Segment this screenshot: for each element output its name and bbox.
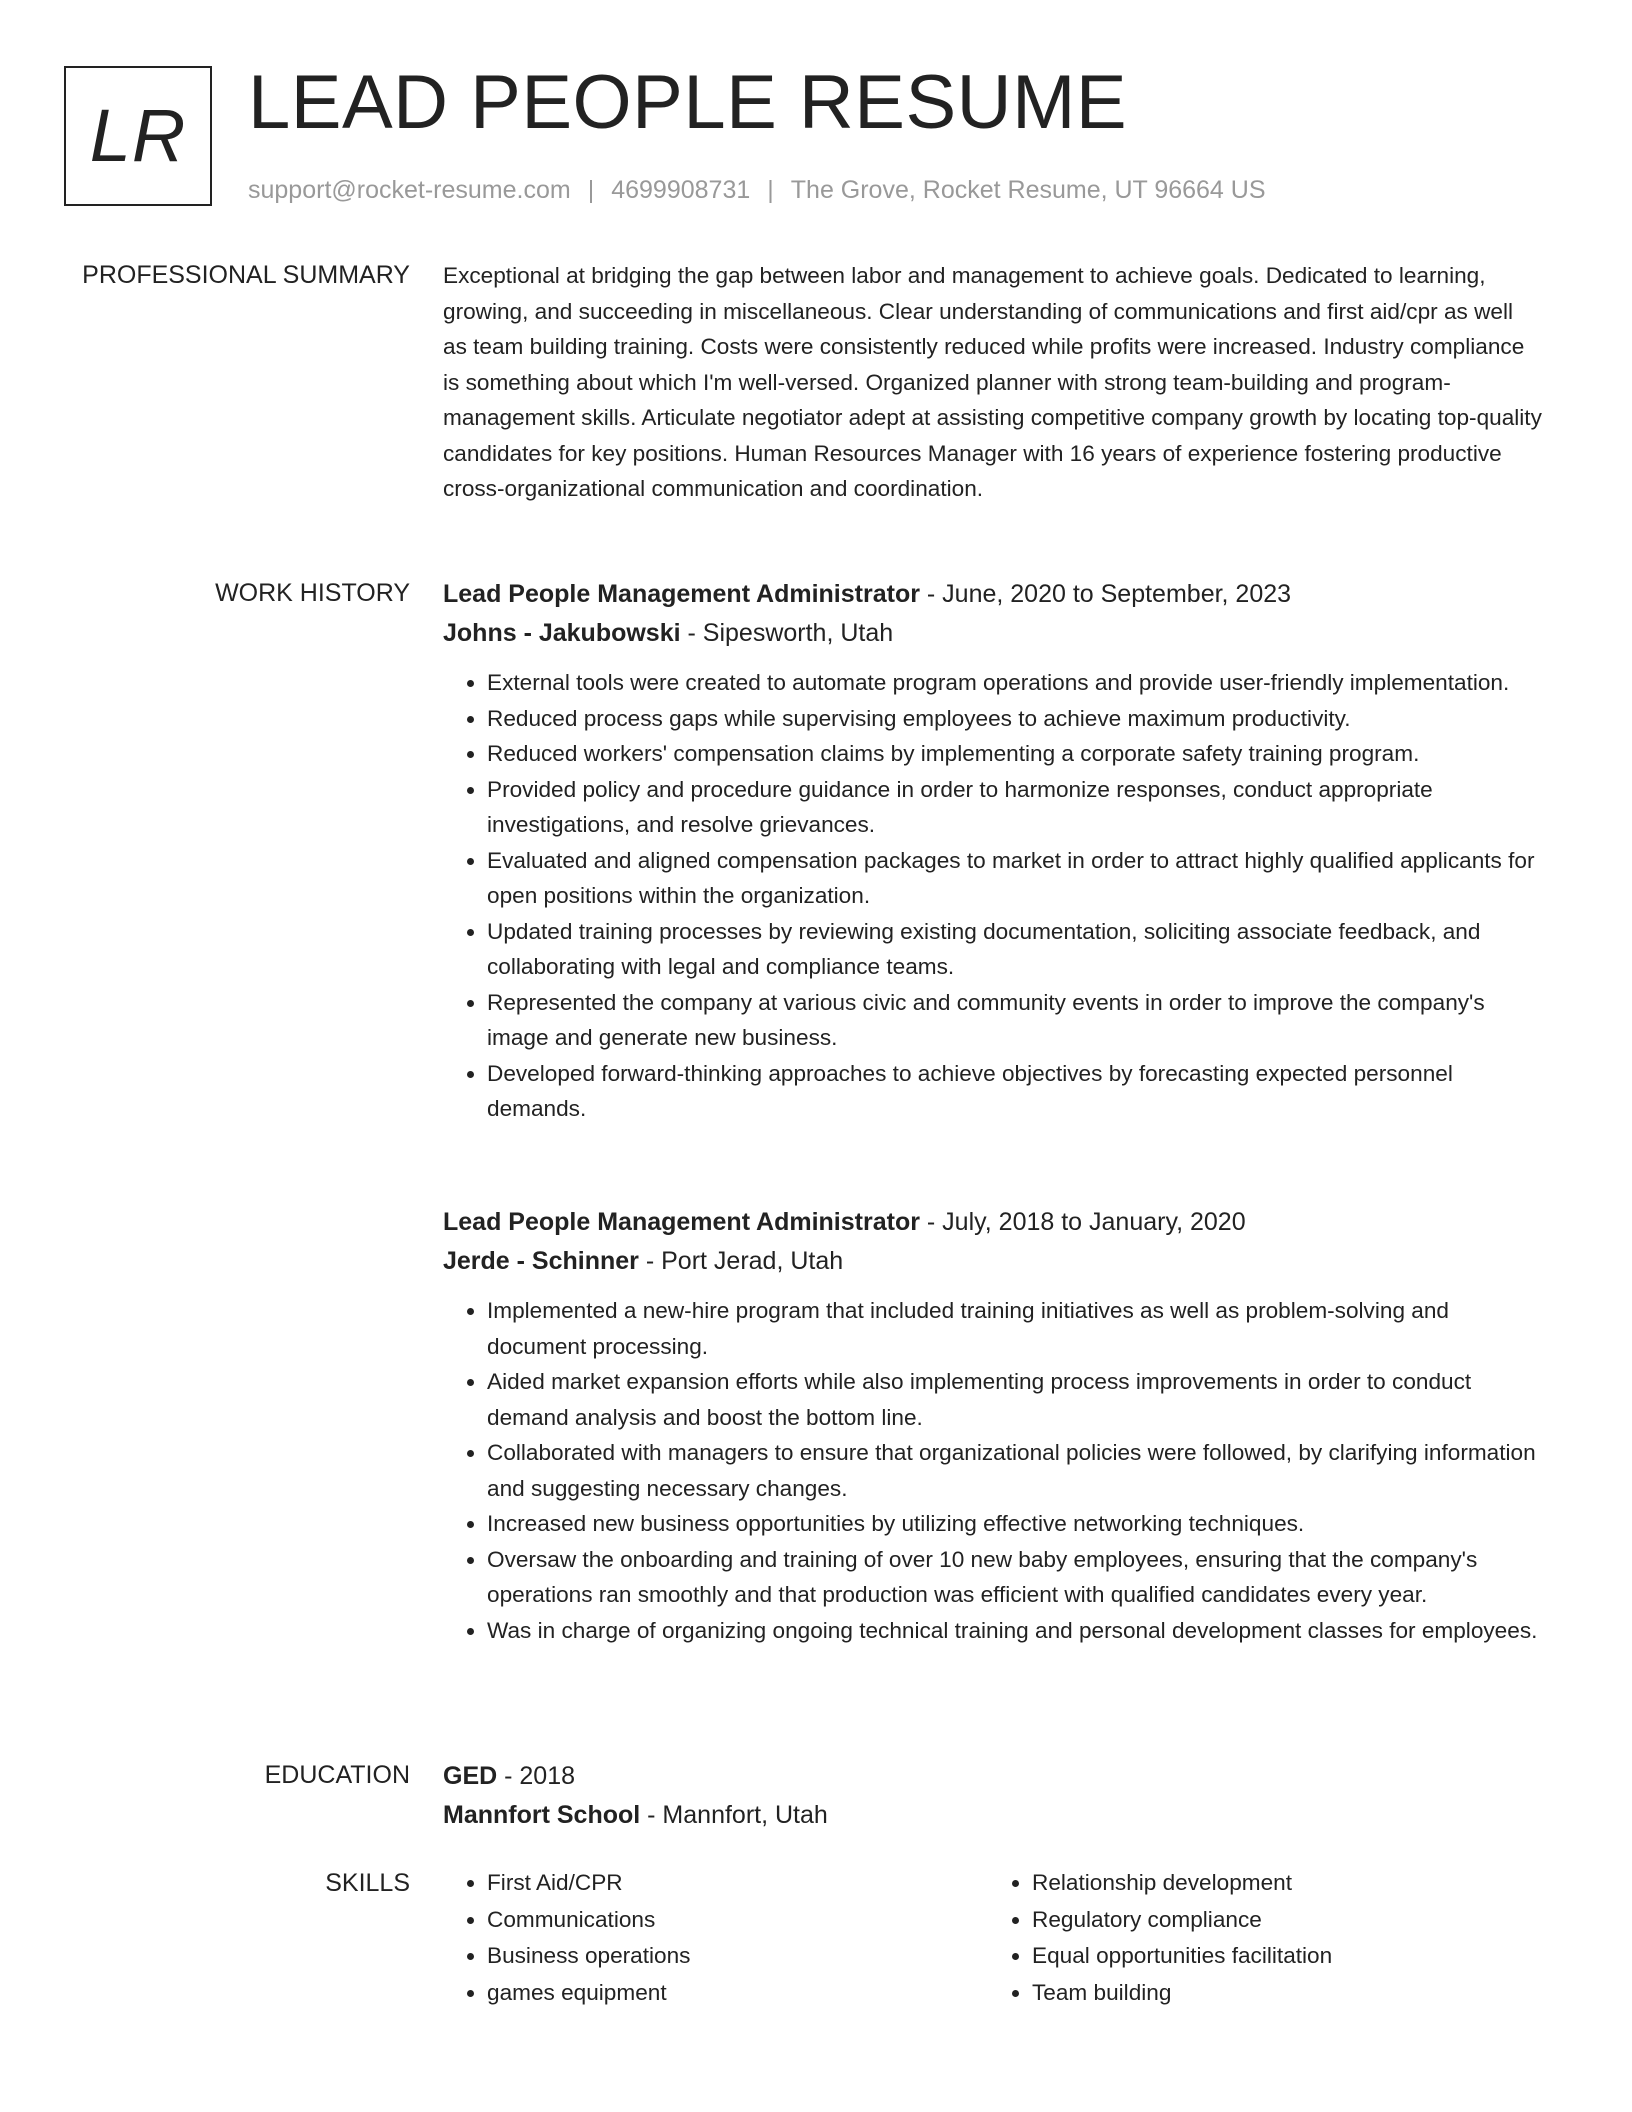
job-entry	[443, 575, 1543, 1127]
list-item: • Equal opportunities facilitation	[1032, 1938, 1332, 1975]
education-entry	[443, 1757, 1543, 1835]
summary-heading: PROFESSIONAL SUMMARY	[82, 261, 410, 289]
skills-column-left	[443, 1865, 690, 2011]
job-company: Jerde - Schinner	[443, 1247, 639, 1275]
list-item: • Communications	[487, 1902, 690, 1939]
work-history-heading: WORK HISTORY	[215, 579, 410, 607]
education-degree: GED	[443, 1762, 498, 1790]
list-item: • Relationship development	[1032, 1865, 1332, 1902]
monogram-initials: LR	[89, 94, 187, 177]
job-title-line	[443, 1203, 1543, 1242]
job-entry	[443, 1203, 1543, 1648]
list-item: • Aided market expansion efforts while also implementing process improvements in order to conduct demand analysis and boost the bottom line.	[487, 1364, 1543, 1435]
list-item: • Reduced workers' compensation claims by implementing a corporate safety training program.	[487, 736, 1543, 772]
job-bullets	[443, 1293, 1543, 1648]
list-item: • External tools were created to automate program operations and provide user-friendly implementation.	[487, 665, 1543, 701]
contact-separator: |	[587, 176, 595, 204]
job-bullets	[443, 665, 1543, 1127]
contact-address: The Grove, Rocket Resume, UT 96664 US	[790, 176, 1266, 204]
list-item: • Implemented a new-hire program that included training initiatives as well as problem-solving and document processing.	[487, 1293, 1543, 1364]
job-title: Lead People Management Administrator	[443, 1208, 920, 1236]
job-company: Johns - Jakubowski	[443, 619, 681, 647]
job-company-line	[443, 1242, 1543, 1281]
resume-name: LEAD PEOPLE RESUME	[248, 60, 1128, 145]
list-item: • Oversaw the onboarding and training of over 10 new baby employees, ensuring that the company's operations ran smoothly and that production was efficient with qualified candidates every year.	[487, 1542, 1543, 1613]
contact-email: support@rocket-resume.com	[248, 176, 571, 204]
list-item: • Updated training processes by reviewing existing documentation, soliciting associate feedback, and collaborating with legal and compliance teams.	[487, 914, 1543, 985]
contact-separator: |	[767, 176, 774, 204]
list-item: • First Aid/CPR	[487, 1865, 690, 1902]
skills-column-right	[988, 1865, 1332, 2011]
monogram-box	[64, 66, 212, 206]
list-item: • Developed forward-thinking approaches to achieve objectives by forecasting expected personnel demands.	[487, 1056, 1543, 1127]
education-year: - 2018	[497, 1762, 576, 1790]
summary-text: Exceptional at bridging the gap between labor and management to achieve goals. Dedicated to learning, growing, and succeeding in miscellaneous. Clear understanding of communications and first aid/cpr as well as team building training. Costs were consistently reduced while profits were increased. Industry compliance is something about which I'm well-versed. Organized planner with strong team-building and program-management skills. Articulate negotiator adept at assisting competitive company growth by locating top-quality candidates for key positions. Human Resources Manager with 16 years of experience fostering productive cross-organizational communication and coordination.	[443, 263, 1542, 501]
education-heading: EDUCATION	[264, 1761, 410, 1789]
list-item: • Represented the company at various civic and community events in order to improve the company's image and generate new business.	[487, 985, 1543, 1056]
list-item: • games equipment	[487, 1975, 690, 2012]
job-location: - Sipesworth, Utah	[680, 619, 894, 647]
job-dates: - July, 2018 to January, 2020	[919, 1208, 1246, 1236]
education-school: Mannfort School	[443, 1801, 641, 1829]
skills-list	[443, 1865, 690, 2011]
list-item: • Was in charge of organizing ongoing technical training and personal development classes for employees.	[487, 1613, 1543, 1649]
skills-list	[988, 1865, 1332, 2011]
education-location: - Mannfort, Utah	[640, 1801, 828, 1829]
job-company-line	[443, 614, 1543, 653]
job-dates: - June, 2020 to September, 2023	[919, 580, 1292, 608]
education-degree-line	[443, 1757, 1543, 1796]
list-item: • Reduced process gaps while supervising employees to achieve maximum productivity.	[487, 701, 1543, 737]
list-item: • Collaborated with managers to ensure that organizational policies were followed, by clarifying information and suggesting necessary changes.	[487, 1435, 1543, 1506]
list-item: • Increased new business opportunities by utilizing effective networking techniques.	[487, 1506, 1543, 1542]
job-location: - Port Jerad, Utah	[638, 1247, 844, 1275]
list-item: • Team building	[1032, 1975, 1332, 2012]
list-item: • Business operations	[487, 1938, 690, 1975]
skills-heading: SKILLS	[325, 1869, 410, 1897]
job-title: Lead People Management Administrator	[443, 580, 920, 608]
education-school-line	[443, 1796, 1543, 1835]
contact-phone: 4699908731	[611, 176, 751, 204]
contact-line	[248, 172, 1266, 208]
list-item: • Evaluated and aligned compensation packages to market in order to attract highly qualified applicants for open positions within the organization.	[487, 843, 1543, 914]
list-item: • Provided policy and procedure guidance in order to harmonize responses, conduct appropriate investigations, and resolve grievances.	[487, 772, 1543, 843]
list-item: • Regulatory compliance	[1032, 1902, 1332, 1939]
job-title-line	[443, 575, 1543, 614]
